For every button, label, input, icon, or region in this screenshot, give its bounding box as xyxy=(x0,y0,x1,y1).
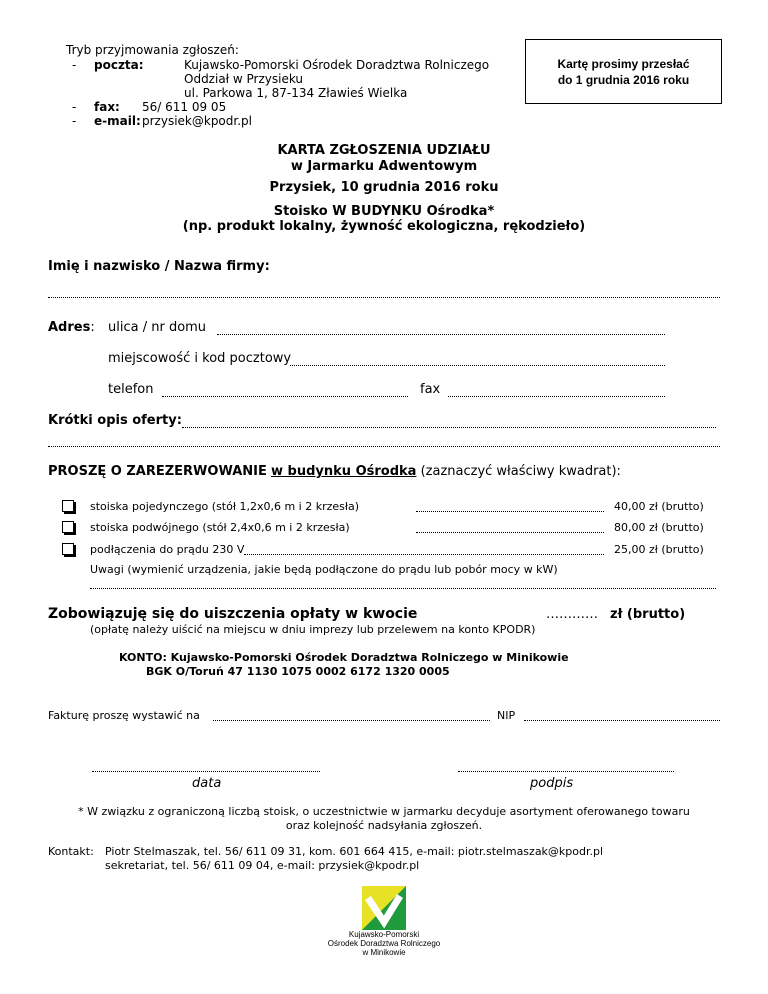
amount-unit: zł (brutto) xyxy=(610,607,686,622)
offer-field[interactable] xyxy=(182,427,716,428)
phone-label: telefon xyxy=(108,382,154,397)
bank-account-number: BGK O/Toruń 47 1130 1075 0002 6172 1320 0005 xyxy=(146,665,450,678)
logo-caption xyxy=(284,930,484,957)
amount-field[interactable]: ………… xyxy=(546,607,598,622)
street-label: ulica / nr domu xyxy=(108,320,207,335)
bank-account-holder: KONTO: Kujawsko-Pomorski Ośrodek Doradztwa Rolniczego w Minikowie xyxy=(119,651,569,664)
deadline-notice-line: do 1 grudnia 2016 roku xyxy=(557,72,690,87)
date-label: data xyxy=(192,776,222,791)
single-stand-checkbox[interactable] xyxy=(62,500,74,512)
option-price: 80,00 zł (brutto) xyxy=(614,521,704,534)
signature-label: podpis xyxy=(530,776,574,791)
name-field[interactable] xyxy=(48,297,720,298)
stand-examples: (np. produkt lokalny, żywność ekologiczna, rękodzieło) xyxy=(182,219,586,234)
offer-label: Krótki opis oferty: xyxy=(48,413,182,428)
contact-label: Kontakt: xyxy=(48,845,94,858)
reservation-prefix: PROSZĘ O ZAREZERWOWANIE xyxy=(48,464,267,479)
kpodr-logo-mark xyxy=(362,886,406,930)
kpodr-logo xyxy=(362,886,406,930)
address-label xyxy=(48,320,95,335)
form-subtitle: w Jarmarku Adwentowym xyxy=(290,159,478,174)
option-label: stoiska podwójnego (stół 2,4x0,6 m i 2 krzesła) xyxy=(90,521,350,534)
offer-field-continued[interactable] xyxy=(48,446,720,447)
reservation-location: w budynku Ośrodka xyxy=(271,464,417,479)
option-dots xyxy=(416,532,604,533)
logo-caption-line: w Minikowie xyxy=(362,948,406,957)
street-field[interactable] xyxy=(217,334,665,335)
phone-field[interactable] xyxy=(162,396,408,397)
event-date: Przysiek, 10 grudnia 2016 roku xyxy=(269,180,499,195)
invoice-label: Fakturę proszę wystawić na xyxy=(48,709,200,722)
contact-line: Piotr Stelmaszak, tel. 56/ 611 09 31, kom. 601 664 415, e-mail: piotr.stelmaszak@kpodr.pl xyxy=(105,845,604,858)
reservation-instruction: (zaznaczyć właściwy kwadrat): xyxy=(420,464,621,479)
logo-caption-line: Ośrodek Doradztwa Rolniczego xyxy=(327,939,441,948)
nip-field[interactable] xyxy=(524,720,720,721)
option-label: stoiska pojedynczego (stół 1,2x0,6 m i 2 krzesła) xyxy=(90,500,360,513)
stand-type: Stoisko W BUDYNKU Ośrodka* xyxy=(273,204,495,219)
submission-mode-title: Tryb przyjmowania zgłoszeń: xyxy=(66,43,239,57)
post-address-line: Kujawsko-Pomorski Ośrodek Doradztwa Rolniczego xyxy=(184,58,490,72)
fax-field-label: fax xyxy=(420,382,441,397)
option-dots xyxy=(416,511,604,512)
email-label: e-mail: xyxy=(94,114,141,128)
post-address-line: Oddział w Przysieku xyxy=(184,72,304,86)
city-field[interactable] xyxy=(290,365,665,366)
option-dots xyxy=(244,554,604,555)
remarks-field[interactable] xyxy=(90,588,716,589)
option-label: podłączenia do prądu 230 V xyxy=(90,543,245,556)
remarks-label: Uwagi (wymienić urządzenia, jakie będą podłączone do prądu lub pobór mocy w kW) xyxy=(90,563,558,576)
address-label-text: Adres xyxy=(48,320,91,335)
bullet-dash: - xyxy=(72,58,77,72)
footnote-line: * W związku z ograniczoną liczbą stoisk, o uczestnictwie w jarmarku decyduje asortyment oferowanego towaru xyxy=(78,805,690,818)
nip-label: NIP xyxy=(497,709,516,722)
double-stand-checkbox[interactable] xyxy=(62,521,74,533)
city-label: miejscowość i kod pocztowy xyxy=(108,351,292,366)
signature-field[interactable] xyxy=(458,771,674,772)
address-colon: : xyxy=(90,320,95,335)
post-label: poczta: xyxy=(94,58,144,72)
contact-line: sekretariat, tel. 56/ 611 09 04, e-mail: przysiek@kpodr.pl xyxy=(105,859,420,872)
invoice-field[interactable] xyxy=(213,720,490,721)
power-connection-checkbox[interactable] xyxy=(62,543,74,555)
fax-value: 56/ 611 09 05 xyxy=(142,100,227,114)
payment-note: (opłatę należy uiścić na miejscu w dniu imprezy lub przelewem na konto KPODR) xyxy=(90,623,536,636)
fax-field[interactable] xyxy=(448,396,665,397)
form-title: KARTA ZGŁOSZENIA UDZIAŁU xyxy=(277,143,491,158)
name-label: Imię i nazwisko / Nazwa firmy: xyxy=(48,259,270,274)
option-price: 25,00 zł (brutto) xyxy=(614,543,704,556)
payment-commitment: Zobowiązuję się do uiszczenia opłaty w kwocie xyxy=(48,606,418,622)
deadline-notice-box xyxy=(525,39,722,104)
deadline-notice-line: Kartę prosimy przesłać xyxy=(557,56,690,71)
post-address-line: ul. Parkowa 1, 87-134 Zławieś Wielka xyxy=(184,86,408,100)
reservation-heading xyxy=(48,464,621,479)
email-value: przysiek@kpodr.pl xyxy=(142,114,252,128)
date-field[interactable] xyxy=(92,771,320,772)
footnote-line: oraz kolejność nadsyłania zgłoszeń. xyxy=(285,819,483,832)
bullet-dash: - xyxy=(72,114,77,128)
logo-caption-line: Kujawsko-Pomorski xyxy=(348,930,420,939)
fax-label: fax: xyxy=(94,100,120,114)
bullet-dash: - xyxy=(72,100,77,114)
option-price: 40,00 zł (brutto) xyxy=(614,500,704,513)
